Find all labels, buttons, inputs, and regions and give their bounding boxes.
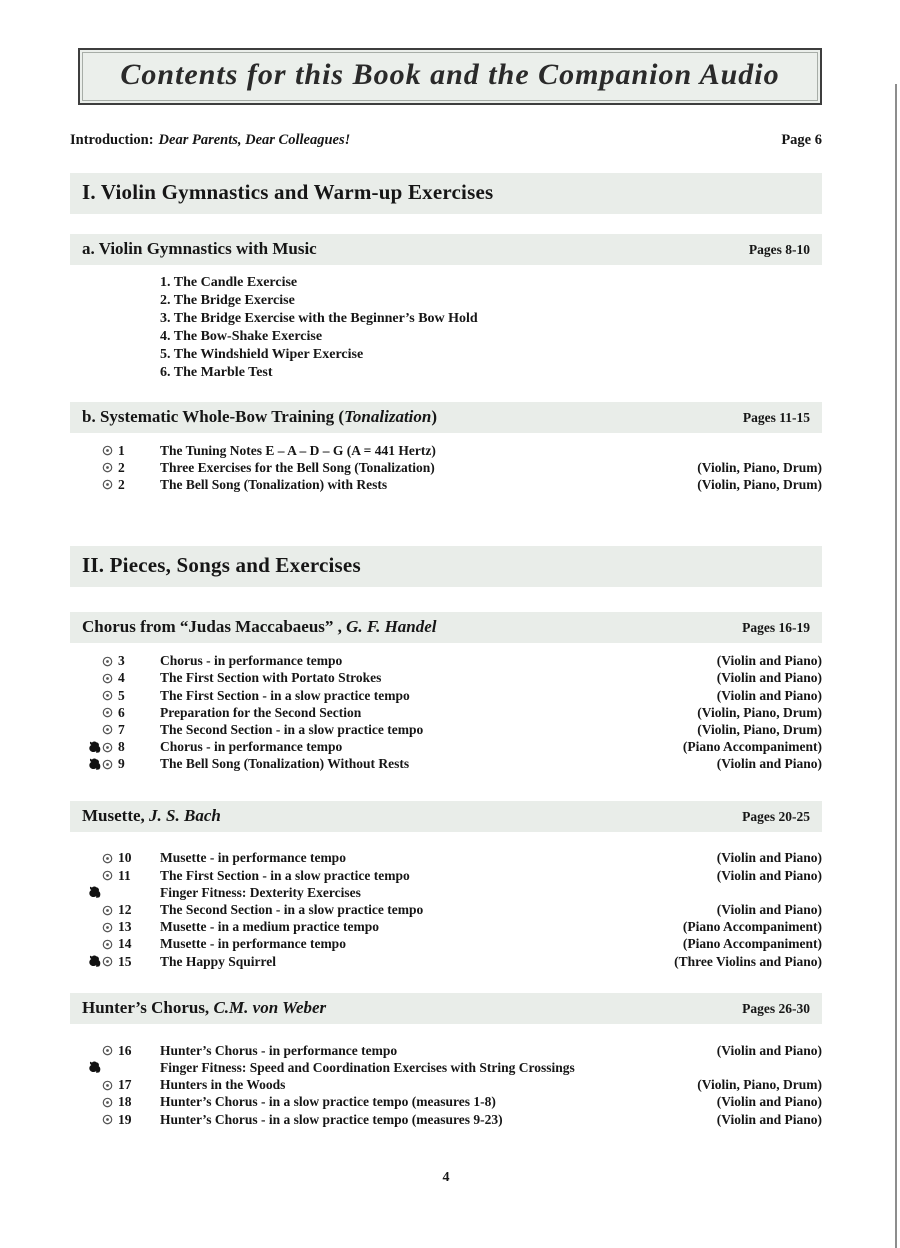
piece-header-hunters-chorus bbox=[70, 993, 822, 1024]
audio-track-icon bbox=[102, 853, 114, 864]
piece-title: Chorus from “Judas Maccabaeus” , bbox=[82, 616, 342, 636]
track-row bbox=[70, 936, 822, 953]
piece-title: Musette, bbox=[82, 805, 145, 825]
exercise-item: 6. The Marble Test bbox=[160, 365, 273, 380]
track-title: Hunter’s Chorus - in performance tempo bbox=[160, 1042, 398, 1058]
track-row-finger-fitness bbox=[70, 884, 822, 901]
audio-track-icon bbox=[102, 922, 114, 933]
track-scoring: (Violin and Piano) bbox=[716, 687, 822, 703]
subsection-b-title-prefix: b. Systematic Whole-Bow Training ( bbox=[82, 407, 345, 426]
track-title: Preparation for the Second Section bbox=[160, 704, 362, 720]
track-number: 5 bbox=[118, 687, 125, 703]
subsection-b-title-suffix: ) bbox=[431, 407, 438, 426]
track-scoring: (Violin and Piano) bbox=[716, 902, 822, 918]
track-title: The Happy Squirrel bbox=[160, 953, 277, 969]
introduction-label: Introduction: bbox=[70, 132, 154, 148]
piece-title-group bbox=[82, 998, 326, 1018]
track-number: 17 bbox=[118, 1077, 132, 1093]
track-number: 18 bbox=[118, 1094, 132, 1110]
track-scoring: (Piano Accompaniment) bbox=[682, 919, 822, 935]
track-list-tonalization bbox=[70, 442, 822, 494]
track-scoring: (Violin, Piano, Drum) bbox=[697, 721, 822, 737]
section-header-1: I. Violin Gymnastics and Warm-up Exercises bbox=[70, 173, 822, 214]
subsection-b-title-italic: Tonalization bbox=[344, 407, 432, 426]
exercise-item: 1. The Candle Exercise bbox=[160, 275, 298, 290]
exercise-item: 5. The Windshield Wiper Exercise bbox=[160, 347, 364, 362]
track-scoring: (Violin and Piano) bbox=[716, 653, 822, 669]
audio-track-icon bbox=[102, 673, 114, 684]
track-row bbox=[70, 1094, 822, 1111]
track-number: 14 bbox=[118, 936, 132, 952]
track-row bbox=[70, 953, 822, 970]
track-number: 9 bbox=[118, 756, 125, 772]
track-scoring: (Violin and Piano) bbox=[716, 670, 822, 686]
track-title: Finger Fitness: Dexterity Exercises bbox=[160, 884, 361, 900]
audio-track-icon bbox=[102, 759, 114, 770]
track-row bbox=[70, 1111, 822, 1128]
piece-header-chorus bbox=[70, 612, 822, 643]
track-row bbox=[70, 901, 822, 918]
piece-header-musette bbox=[70, 801, 822, 832]
piece-pages: Pages 26-30 bbox=[742, 1001, 810, 1017]
track-list-hunters-chorus bbox=[70, 1042, 822, 1128]
track-title: The First Section - in a slow practice tempo bbox=[160, 867, 410, 883]
track-number: 10 bbox=[118, 850, 132, 866]
track-title: Musette - in performance tempo bbox=[160, 936, 346, 952]
piece-composer: G. F. Handel bbox=[346, 616, 437, 636]
track-title: Musette - in performance tempo bbox=[160, 850, 346, 866]
subsection-header-b bbox=[70, 402, 822, 433]
squirrel-icon bbox=[86, 954, 102, 969]
track-row bbox=[70, 670, 822, 687]
track-row bbox=[70, 756, 822, 773]
page-edge-scan-line bbox=[895, 84, 897, 1248]
audio-track-icon bbox=[102, 479, 114, 490]
track-title: The Bell Song (Tonalization) with Rests bbox=[160, 476, 388, 492]
audio-track-icon bbox=[102, 1114, 114, 1125]
piece-title: Hunter’s Chorus, bbox=[82, 998, 210, 1018]
track-number: 19 bbox=[118, 1111, 132, 1127]
track-scoring: (Violin, Piano, Drum) bbox=[697, 459, 822, 475]
page-title: Contents for this Book and the Companion Audio bbox=[120, 58, 780, 91]
subsection-b-title bbox=[82, 407, 437, 427]
title-banner bbox=[78, 48, 822, 105]
audio-track-icon bbox=[102, 939, 114, 950]
track-number: 8 bbox=[118, 739, 125, 755]
track-scoring: (Piano Accompaniment) bbox=[682, 936, 822, 952]
squirrel-icon bbox=[86, 740, 102, 755]
track-number: 7 bbox=[118, 721, 125, 737]
audio-track-icon bbox=[102, 724, 114, 735]
track-row bbox=[70, 704, 822, 721]
track-scoring: (Three Violins and Piano) bbox=[674, 953, 822, 969]
track-scoring: (Violin, Piano, Drum) bbox=[697, 476, 822, 492]
track-number: 4 bbox=[118, 670, 125, 686]
track-title: The First Section - in a slow practice tempo bbox=[160, 687, 410, 703]
track-title: Hunter’s Chorus - in a slow practice tempo (measures 1-8) bbox=[160, 1094, 496, 1110]
track-title: Musette - in a medium practice tempo bbox=[160, 919, 379, 935]
exercise-list bbox=[160, 274, 822, 382]
track-title: The First Section with Portato Strokes bbox=[160, 670, 382, 686]
track-title: The Second Section - in a slow practice tempo bbox=[160, 902, 424, 918]
track-list-musette bbox=[70, 850, 822, 970]
audio-track-icon bbox=[102, 445, 114, 456]
audio-track-icon bbox=[102, 1097, 114, 1108]
track-title: Chorus - in performance tempo bbox=[160, 653, 343, 669]
track-number: 12 bbox=[118, 902, 132, 918]
track-scoring: (Violin and Piano) bbox=[716, 867, 822, 883]
audio-track-icon bbox=[102, 690, 114, 701]
track-row bbox=[70, 867, 822, 884]
subsection-header-a bbox=[70, 234, 822, 265]
track-row bbox=[70, 476, 822, 493]
piece-title-group bbox=[82, 806, 221, 826]
piece-title-group bbox=[82, 617, 437, 637]
track-title: Hunter’s Chorus - in a slow practice tempo (measures 9-23) bbox=[160, 1111, 503, 1127]
track-number: 3 bbox=[118, 653, 125, 669]
audio-track-icon bbox=[102, 462, 114, 473]
exercise-item: 4. The Bow-Shake Exercise bbox=[160, 329, 323, 344]
track-row bbox=[70, 442, 822, 459]
track-title: The Tuning Notes E – A – D – G (A = 441 Hertz) bbox=[160, 442, 436, 458]
subsection-a-title: a. Violin Gymnastics with Music bbox=[82, 239, 317, 258]
track-number: 6 bbox=[118, 704, 125, 720]
audio-track-icon bbox=[102, 1080, 114, 1091]
exercise-item: 3. The Bridge Exercise with the Beginner’s Bow Hold bbox=[160, 311, 478, 326]
squirrel-icon bbox=[86, 885, 102, 900]
track-title: Hunters in the Woods bbox=[160, 1077, 286, 1093]
piece-pages: Pages 16-19 bbox=[742, 619, 810, 635]
introduction-title: Dear Parents, Dear Colleagues! bbox=[158, 132, 351, 148]
track-number: 1 bbox=[118, 442, 125, 458]
track-row bbox=[70, 1042, 822, 1059]
track-title: The Second Section - in a slow practice tempo bbox=[160, 721, 424, 737]
track-row bbox=[70, 459, 822, 476]
track-scoring: (Piano Accompaniment) bbox=[682, 739, 822, 755]
track-scoring: (Violin and Piano) bbox=[716, 1111, 822, 1127]
track-title: Three Exercises for the Bell Song (Tonalization) bbox=[160, 459, 435, 475]
track-row bbox=[70, 739, 822, 756]
track-number: 2 bbox=[118, 459, 125, 475]
track-number: 13 bbox=[118, 919, 132, 935]
track-title: The Bell Song (Tonalization) Without Rests bbox=[160, 756, 410, 772]
track-scoring: (Violin and Piano) bbox=[716, 1042, 822, 1058]
piece-pages: Pages 20-25 bbox=[742, 808, 810, 824]
subsection-a-pages: Pages 8-10 bbox=[748, 242, 810, 257]
track-scoring: (Violin, Piano, Drum) bbox=[697, 1077, 822, 1093]
track-title: Chorus - in performance tempo bbox=[160, 739, 343, 755]
track-row bbox=[70, 919, 822, 936]
track-row-finger-fitness bbox=[70, 1059, 822, 1076]
audio-track-icon bbox=[102, 870, 114, 881]
squirrel-icon bbox=[86, 757, 102, 772]
audio-track-icon bbox=[102, 905, 114, 916]
subsection-b-pages: Pages 11-15 bbox=[742, 410, 810, 425]
track-number: 15 bbox=[118, 953, 132, 969]
introduction-page-ref: Page 6 bbox=[781, 132, 822, 148]
track-row bbox=[70, 1077, 822, 1094]
squirrel-icon bbox=[86, 1060, 102, 1075]
track-list-chorus bbox=[70, 653, 822, 773]
audio-track-icon bbox=[102, 956, 114, 967]
folio-page-number: 4 bbox=[442, 1170, 450, 1186]
track-scoring: (Violin and Piano) bbox=[716, 1094, 822, 1110]
track-row bbox=[70, 850, 822, 867]
piece-composer: C.M. von Weber bbox=[213, 998, 327, 1018]
track-row bbox=[70, 687, 822, 704]
audio-track-icon bbox=[102, 1045, 114, 1056]
audio-track-icon bbox=[102, 742, 114, 753]
track-scoring: (Violin and Piano) bbox=[716, 756, 822, 772]
track-number: 2 bbox=[118, 476, 125, 492]
track-scoring: (Violin, Piano, Drum) bbox=[697, 704, 822, 720]
track-number: 16 bbox=[118, 1042, 132, 1058]
track-scoring: (Violin and Piano) bbox=[716, 850, 822, 866]
introduction-row bbox=[70, 132, 822, 149]
audio-track-icon bbox=[102, 656, 114, 667]
section-header-2: II. Pieces, Songs and Exercises bbox=[70, 546, 822, 587]
audio-track-icon bbox=[102, 707, 114, 718]
introduction-entry bbox=[70, 132, 350, 149]
toc-scanned-page bbox=[0, 48, 900, 1248]
track-title: Finger Fitness: Speed and Coordination Exercises with String Crossings bbox=[160, 1059, 575, 1075]
track-row bbox=[70, 653, 822, 670]
track-row bbox=[70, 721, 822, 738]
track-number: 11 bbox=[118, 867, 131, 883]
piece-composer: J. S. Bach bbox=[149, 805, 221, 825]
exercise-item: 2. The Bridge Exercise bbox=[160, 293, 295, 308]
title-banner-inner bbox=[82, 52, 818, 101]
